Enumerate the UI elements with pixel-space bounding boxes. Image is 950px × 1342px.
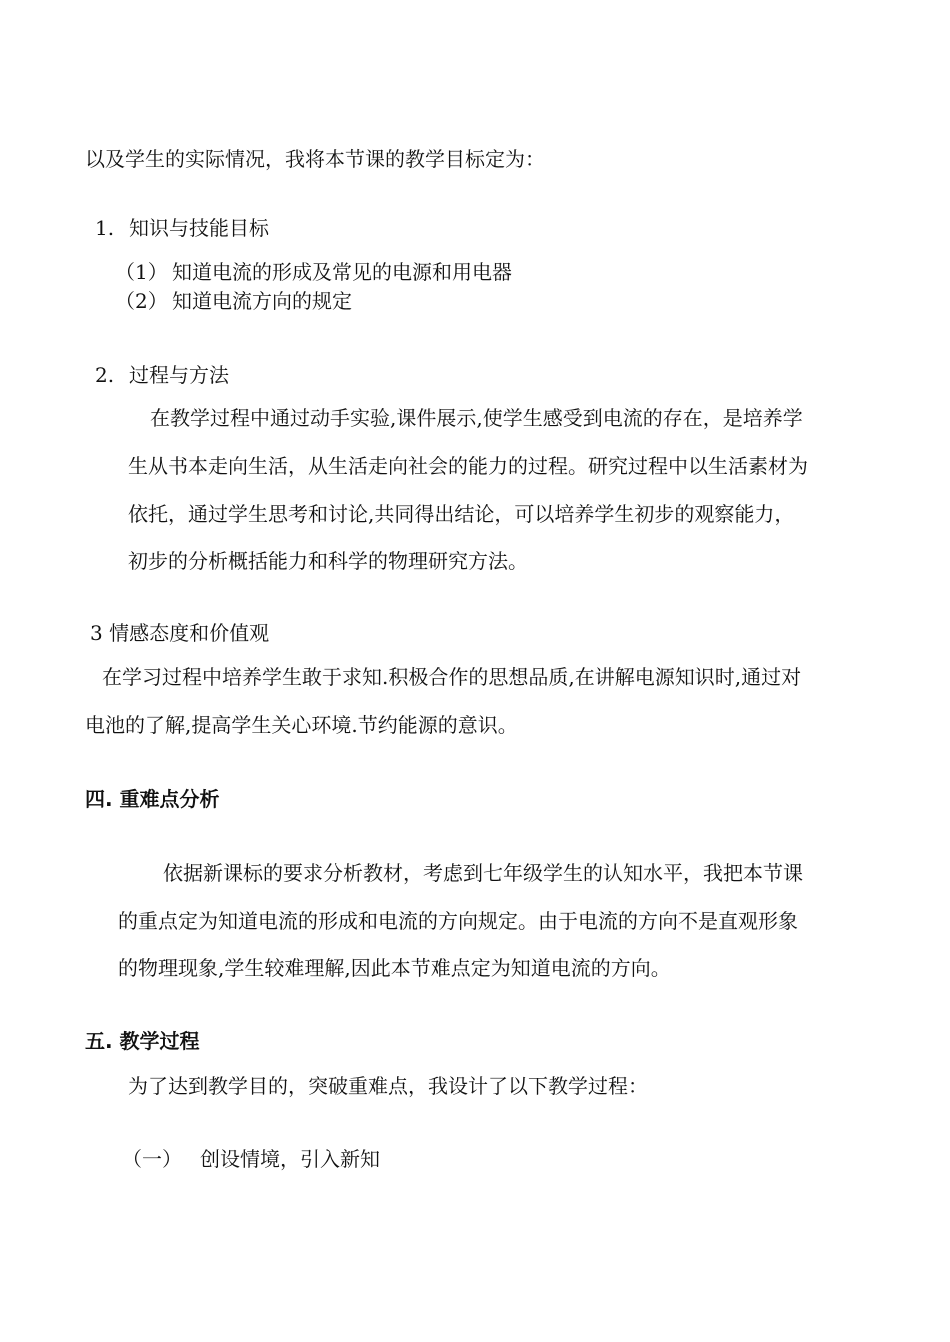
goal-1-heading xyxy=(95,215,269,241)
paragraph-line: 依据新课标的要求分析教材，考虑到七年级学生的认知水平，我把本节课 xyxy=(163,861,803,885)
subitem-number: （1） xyxy=(115,260,168,284)
paragraph-line: 在学习过程中培养学生敢于求知.积极合作的思想品质,在讲解电源知识时,通过对 xyxy=(102,665,802,689)
section-5-heading: 五. 教学过程 xyxy=(85,1029,200,1053)
paragraph-line: 的物理现象,学生较难理解,因此本节难点定为知道电流的方向。 xyxy=(118,956,671,980)
goal-1-number: 1. xyxy=(95,216,115,240)
goal-2-heading xyxy=(95,362,229,388)
paragraph-line: 初步的分析概括能力和科学的物理研究方法。 xyxy=(128,549,528,573)
paragraph-line: 的重点定为知道电流的形成和电流的方向规定。由于电流的方向不是直观形象 xyxy=(118,909,798,933)
subitem-number: （2） xyxy=(115,289,168,313)
goal-1-title: 知识与技能目标 xyxy=(129,216,269,240)
section-4-heading: 四. 重难点分析 xyxy=(85,787,220,811)
paragraph-line: 依托，通过学生思考和讨论,共同得出结论，可以培养学生初步的观察能力， xyxy=(128,502,795,526)
subitem-text: 知道电流的形成及常见的电源和用电器 xyxy=(172,260,512,284)
goal-1-subitem xyxy=(115,259,512,285)
step-1-number: （一） xyxy=(122,1147,182,1171)
goal-3-heading: 3 情感态度和价值观 xyxy=(90,621,270,645)
goal-2-number: 2. xyxy=(95,363,115,387)
goal-2-title: 过程与方法 xyxy=(129,363,229,387)
step-1-text: 创设情境，引入新知 xyxy=(200,1147,380,1171)
paragraph-line: 在教学过程中通过动手实验,课件展示,使学生感受到电流的存在，是培养学 xyxy=(150,406,803,430)
paragraph-line: 电池的了解,提高学生关心环境.节约能源的意识。 xyxy=(85,713,518,737)
paragraph-line: 生从书本走向生活，从生活走向社会的能力的过程。研究过程中以生活素材为 xyxy=(128,454,808,478)
subitem-text: 知道电流方向的规定 xyxy=(172,289,352,313)
section-5-intro: 为了达到教学目的，突破重难点，我设计了以下教学过程： xyxy=(128,1074,648,1098)
step-1-heading xyxy=(122,1146,380,1172)
goal-1-subitem xyxy=(115,288,352,314)
intro-line: 以及学生的实际情况，我将本节课的教学目标定为： xyxy=(85,147,545,171)
